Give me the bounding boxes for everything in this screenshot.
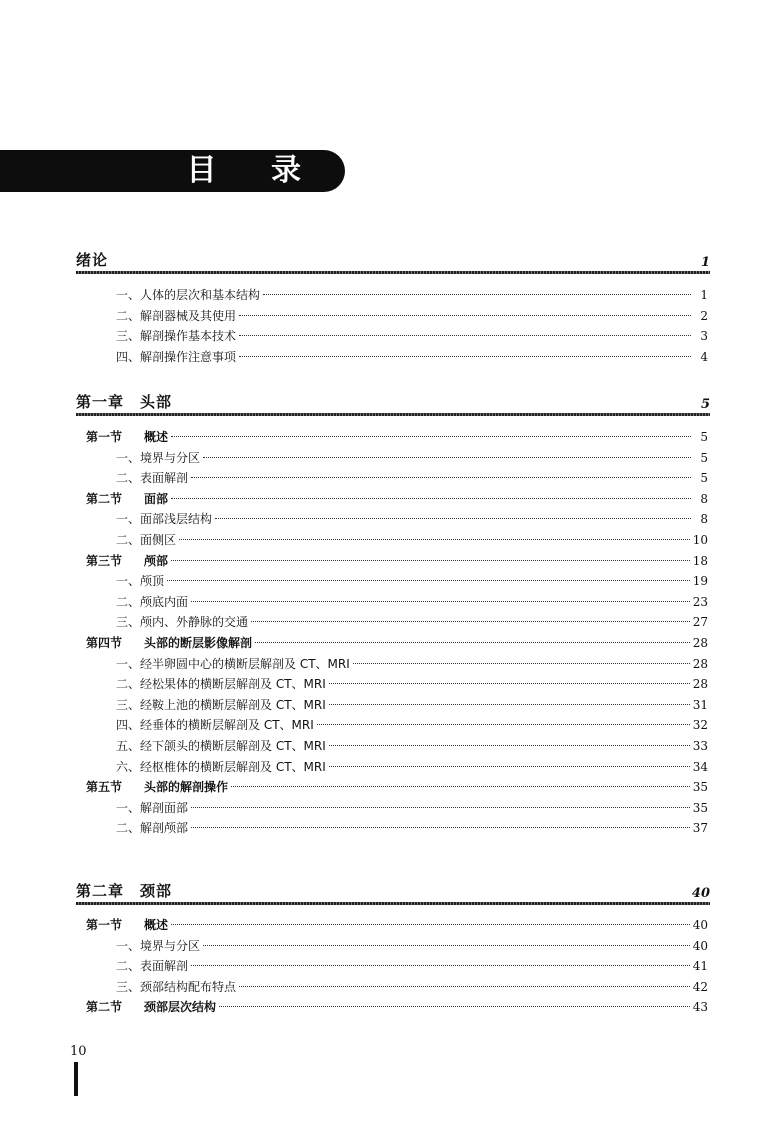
dot-leader bbox=[179, 539, 690, 540]
entry-page-number: 5 bbox=[700, 450, 708, 465]
entry-label: 颅内、外静脉的交通 bbox=[140, 615, 249, 630]
dot-leader bbox=[255, 642, 690, 643]
dot-leader bbox=[191, 477, 691, 478]
entry-page-number: 42 bbox=[692, 979, 708, 994]
entry-page-number: 32 bbox=[692, 718, 708, 733]
toc-item-entry[interactable] bbox=[116, 936, 708, 956]
entry-label: 面部浅层结构 bbox=[140, 512, 213, 527]
chapter-title: 绪论 bbox=[76, 251, 109, 269]
dot-leader bbox=[215, 518, 691, 519]
entry-number: 第二节 bbox=[86, 491, 123, 506]
entry-page-number: 41 bbox=[692, 959, 708, 974]
entry-label: 境界与分区 bbox=[140, 450, 201, 465]
entry-page-number: 31 bbox=[692, 697, 708, 712]
entry-number: 一、 bbox=[116, 656, 141, 671]
entry-label: 经垂体的横断层解剖及 CT、MRI bbox=[140, 718, 314, 733]
entry-number: 三、 bbox=[116, 615, 141, 630]
entry-label: 解剖面部 bbox=[140, 800, 189, 815]
dot-leader bbox=[191, 807, 690, 808]
entry-label: 头部的断层影像解剖 bbox=[144, 636, 253, 650]
dot-leader bbox=[329, 704, 690, 705]
entry-number: 六、 bbox=[116, 759, 141, 774]
toc-section-entry[interactable] bbox=[86, 633, 708, 653]
dot-leader bbox=[251, 621, 690, 622]
toc-item-entry[interactable] bbox=[116, 736, 708, 756]
entry-number: 二、 bbox=[116, 308, 141, 323]
entry-number: 第五节 bbox=[86, 780, 123, 795]
entry-number: 二、 bbox=[116, 533, 141, 547]
entry-page-number: 40 bbox=[692, 938, 708, 953]
dot-leader bbox=[231, 786, 690, 787]
entry-number: 第二节 bbox=[86, 1000, 123, 1015]
entry-label: 经下颌头的横断层解剖及 CT、MRI bbox=[140, 739, 326, 753]
entry-label: 经鞍上池的横断层解剖及 CT、MRI bbox=[140, 697, 326, 712]
entry-label: 头部的解剖操作 bbox=[144, 780, 229, 795]
dot-leader bbox=[219, 1006, 690, 1007]
toc-item-entry[interactable] bbox=[116, 818, 708, 838]
entry-page-number: 33 bbox=[692, 739, 708, 753]
entry-page-number: 35 bbox=[692, 780, 708, 795]
entry-label: 面侧区 bbox=[140, 533, 177, 547]
entry-number: 四、 bbox=[116, 349, 141, 364]
dot-leader bbox=[329, 745, 690, 746]
dot-leader bbox=[329, 766, 690, 767]
entry-label: 概述 bbox=[144, 430, 169, 444]
toc-section-entry[interactable] bbox=[86, 997, 708, 1017]
entry-number: 二、 bbox=[116, 677, 141, 692]
entry-number: 一、 bbox=[116, 450, 141, 465]
dot-leader bbox=[239, 986, 690, 987]
entry-page-number: 1 bbox=[700, 288, 708, 302]
toc-item-entry[interactable] bbox=[116, 956, 708, 976]
toc-item-entry[interactable] bbox=[116, 612, 708, 632]
entry-number: 五、 bbox=[116, 739, 141, 753]
entry-number: 二、 bbox=[116, 471, 141, 486]
entry-label: 解剖操作基本技术 bbox=[140, 329, 237, 344]
entry-label: 境界与分区 bbox=[140, 938, 201, 953]
entry-number: 第四节 bbox=[86, 636, 123, 650]
entry-label: 颅部 bbox=[144, 553, 169, 568]
entry-label: 表面解剖 bbox=[140, 959, 189, 974]
toc-item-entry[interactable] bbox=[116, 715, 708, 735]
entry-page-number: 28 bbox=[692, 656, 708, 671]
entry-page-number: 10 bbox=[692, 533, 708, 547]
entry-number: 一、 bbox=[116, 938, 141, 953]
entry-page-number: 43 bbox=[692, 1000, 708, 1015]
toc-title-banner bbox=[0, 150, 345, 192]
dot-leader bbox=[191, 601, 690, 602]
entry-number: 一、 bbox=[116, 288, 141, 302]
chapter-rule bbox=[76, 902, 710, 905]
entry-label: 经半卵圆中心的横断层解剖及 CT、MRI bbox=[140, 656, 350, 671]
chapter-heading[interactable] bbox=[76, 394, 710, 414]
dot-leader bbox=[191, 965, 690, 966]
toc-section-entry[interactable] bbox=[86, 777, 708, 797]
entry-page-number: 3 bbox=[700, 329, 708, 344]
chapter-rule bbox=[76, 271, 710, 274]
entry-number: 一、 bbox=[116, 574, 141, 589]
entry-number: 三、 bbox=[116, 329, 141, 344]
entry-number: 一、 bbox=[116, 512, 141, 527]
chapter-title: 第一章 头部 bbox=[76, 393, 173, 411]
chapter-heading[interactable] bbox=[76, 883, 710, 903]
page-number: 10 bbox=[70, 1044, 87, 1059]
entry-label: 颅底内面 bbox=[140, 594, 189, 609]
entry-number: 二、 bbox=[116, 821, 141, 836]
entry-number: 三、 bbox=[116, 979, 141, 994]
entry-number: 四、 bbox=[116, 718, 141, 733]
chapter-page-number: 40 bbox=[691, 886, 710, 901]
entry-label: 颈部结构配布特点 bbox=[140, 979, 237, 994]
entry-page-number: 35 bbox=[692, 800, 708, 815]
toc-item-entry[interactable] bbox=[116, 571, 708, 591]
toc-item-entry[interactable] bbox=[116, 285, 708, 305]
toc-item-entry[interactable] bbox=[116, 326, 708, 346]
dot-leader bbox=[203, 457, 691, 458]
entry-page-number: 27 bbox=[692, 615, 708, 630]
entry-label: 人体的层次和基本结构 bbox=[140, 288, 261, 302]
entry-page-number: 5 bbox=[700, 471, 708, 486]
entry-number: 第三节 bbox=[86, 553, 123, 568]
dot-leader bbox=[171, 498, 691, 499]
toc-item-entry[interactable] bbox=[116, 798, 708, 818]
entry-number: 二、 bbox=[116, 959, 141, 974]
chapter-page-number: 1 bbox=[700, 255, 710, 270]
toc-item-entry[interactable] bbox=[116, 674, 708, 694]
entry-label: 表面解剖 bbox=[140, 471, 189, 486]
entry-page-number: 2 bbox=[700, 308, 708, 323]
toc-section-entry[interactable] bbox=[86, 427, 708, 447]
entry-page-number: 4 bbox=[700, 349, 708, 364]
toc-item-entry[interactable] bbox=[116, 530, 708, 550]
dot-leader bbox=[317, 724, 690, 725]
entry-label: 解剖颅部 bbox=[140, 821, 189, 836]
entry-number: 一、 bbox=[116, 800, 141, 815]
entry-page-number: 8 bbox=[700, 512, 708, 527]
entry-label: 解剖器械及其使用 bbox=[140, 308, 237, 323]
page-title: 目 录 bbox=[186, 153, 323, 188]
dot-leader bbox=[329, 683, 690, 684]
dot-leader bbox=[171, 436, 691, 437]
entry-label: 颈部层次结构 bbox=[144, 1000, 217, 1015]
chapter-page-number: 5 bbox=[700, 397, 710, 412]
toc-item-entry[interactable] bbox=[116, 509, 708, 529]
entry-label: 面部 bbox=[144, 491, 169, 506]
entry-page-number: 40 bbox=[692, 918, 708, 932]
entry-page-number: 28 bbox=[692, 636, 708, 650]
entry-number: 第一节 bbox=[86, 430, 123, 444]
toc-item-entry[interactable] bbox=[116, 592, 708, 612]
chapter-heading[interactable] bbox=[76, 252, 710, 272]
toc-item-entry[interactable] bbox=[116, 654, 708, 674]
entry-label: 经枢椎体的横断层解剖及 CT、MRI bbox=[140, 759, 326, 774]
toc-section-entry[interactable] bbox=[86, 915, 708, 935]
dot-leader bbox=[191, 827, 690, 828]
dot-leader bbox=[171, 560, 690, 561]
entry-page-number: 28 bbox=[692, 677, 708, 692]
entry-page-number: 8 bbox=[700, 491, 708, 506]
toc-item-entry[interactable] bbox=[116, 468, 708, 488]
entry-label: 颅顶 bbox=[140, 574, 165, 589]
entry-page-number: 19 bbox=[692, 574, 708, 589]
dot-leader bbox=[203, 945, 690, 946]
dot-leader bbox=[239, 315, 691, 316]
toc-item-entry[interactable] bbox=[116, 306, 708, 326]
toc-item-entry[interactable] bbox=[116, 347, 708, 367]
dot-leader bbox=[171, 924, 690, 925]
chapter-rule bbox=[76, 413, 710, 416]
toc-item-entry[interactable] bbox=[116, 757, 708, 777]
dot-leader bbox=[167, 580, 690, 581]
toc-section-entry[interactable] bbox=[86, 551, 708, 571]
entry-number: 第一节 bbox=[86, 918, 123, 932]
entry-label: 经松果体的横断层解剖及 CT、MRI bbox=[140, 677, 326, 692]
entry-page-number: 23 bbox=[692, 594, 708, 609]
dot-leader bbox=[239, 335, 691, 336]
toc-section-entry[interactable] bbox=[86, 489, 708, 509]
entry-page-number: 5 bbox=[700, 430, 708, 444]
chapter-title: 第二章 颈部 bbox=[76, 882, 173, 900]
toc-item-entry[interactable] bbox=[116, 695, 708, 715]
entry-page-number: 34 bbox=[692, 759, 708, 774]
dot-leader bbox=[239, 356, 691, 357]
entry-page-number: 18 bbox=[692, 553, 708, 568]
dot-leader bbox=[263, 294, 691, 295]
entry-page-number: 37 bbox=[692, 821, 708, 836]
entry-number: 二、 bbox=[116, 594, 141, 609]
toc-item-entry[interactable] bbox=[116, 448, 708, 468]
dot-leader bbox=[353, 663, 690, 664]
entry-label: 解剖操作注意事项 bbox=[140, 349, 237, 364]
toc-item-entry[interactable] bbox=[116, 977, 708, 997]
entry-label: 概述 bbox=[144, 918, 169, 932]
entry-number: 三、 bbox=[116, 697, 141, 712]
page-number-bar bbox=[74, 1062, 78, 1096]
